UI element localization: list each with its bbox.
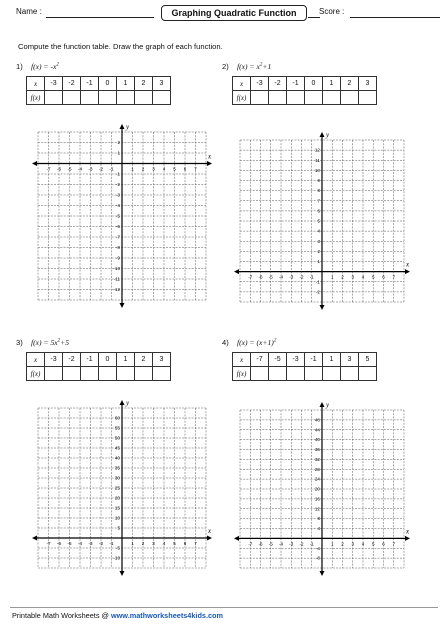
y-tick-label: -4: [315, 545, 320, 551]
x-value-cell: 3: [341, 353, 359, 367]
x-tick-label: 4: [361, 274, 365, 280]
x-tick-label: -3: [88, 541, 93, 546]
x-value-cell: 0: [305, 77, 323, 91]
fx-answer-cell[interactable]: [323, 91, 341, 105]
x-value-cell: -1: [305, 353, 323, 367]
x-tick-label: 1: [131, 541, 134, 546]
y-tick-label: -8: [115, 245, 120, 251]
fx-header-cell: f(x): [233, 91, 251, 105]
y-tick-label: 3: [317, 238, 320, 244]
x-tick-label: 2: [141, 166, 145, 172]
x-tick-label: -4: [278, 541, 284, 547]
x-header-cell: x: [233, 353, 251, 367]
x-row: [233, 77, 377, 91]
x-value-cell: 5: [359, 353, 377, 367]
x-tick-label: 4: [361, 541, 365, 547]
fx-answer-cell[interactable]: [99, 91, 117, 105]
x-tick-label: -4: [77, 541, 83, 546]
x-tick-label: 3: [351, 274, 355, 280]
x-value-cell: -2: [63, 77, 81, 91]
y-tick-label: 12: [314, 506, 320, 512]
x-tick-label: 6: [382, 541, 385, 547]
x-tick-label: -3: [289, 541, 294, 547]
y-tick-label: 48: [314, 417, 320, 423]
y-tick-label: 4: [317, 526, 320, 532]
x-tick-label: 2: [141, 541, 145, 546]
y-tick-label: -2: [315, 289, 320, 295]
x-axis-arrow-right: [405, 536, 410, 541]
y-tick-label: 50: [114, 435, 120, 441]
x-tick-label: 3: [152, 541, 155, 546]
y-tick-label: 32: [314, 456, 320, 462]
y-tick-label: 2: [117, 140, 120, 146]
x-tick-label: 7: [194, 166, 197, 172]
score-line: [350, 17, 440, 18]
problem-number: 2): [222, 62, 229, 71]
fx-answer-cell[interactable]: [81, 367, 99, 381]
y-tick-label: 45: [114, 445, 120, 451]
y-tick-label: 1: [117, 150, 120, 156]
x-value-cell: 2: [135, 353, 153, 367]
fx-answer-cell[interactable]: [305, 367, 323, 381]
y-tick-label: 7: [317, 198, 320, 204]
y-tick-label: 20: [314, 486, 320, 492]
x-axis-label: x: [406, 260, 410, 269]
worksheet-header: [8, 5, 440, 21]
y-tick-label: -7: [115, 234, 120, 240]
x-value-cell: -3: [251, 77, 269, 91]
function-table: [26, 352, 171, 381]
y-tick-label: -1: [315, 279, 320, 285]
y-tick-label: -2: [115, 182, 120, 188]
footer-rule: [10, 607, 438, 608]
x-value-cell: 0: [99, 353, 117, 367]
function-suffix: +1: [262, 62, 272, 71]
x-value-cell: -1: [81, 353, 99, 367]
x-tick-label: -1: [109, 541, 114, 546]
function-exponent: 2: [57, 338, 61, 344]
x-value-cell: 1: [117, 353, 135, 367]
y-tick-label: 44: [314, 427, 320, 433]
fx-row: [233, 367, 377, 381]
function-table: [26, 76, 171, 105]
y-tick-label: -10: [113, 555, 120, 561]
fx-answer-cell[interactable]: [359, 367, 377, 381]
y-tick-label: -8: [315, 555, 320, 561]
x-tick-label: 5: [371, 541, 375, 547]
x-value-cell: -3: [45, 77, 63, 91]
function-base: f(x) = x: [237, 62, 260, 71]
function-suffix: +5: [60, 338, 70, 347]
coordinate-grid-1[interactable]: [38, 123, 212, 300]
footer: [12, 611, 223, 620]
x-tick-label: -5: [67, 166, 72, 172]
fx-answer-cell[interactable]: [135, 91, 153, 105]
x-tick-label: -1: [309, 274, 314, 280]
x-axis-arrow-right: [207, 536, 212, 541]
function-base: f(x) = -x: [31, 62, 57, 71]
fx-answer-cell[interactable]: [251, 367, 269, 381]
fx-answer-cell[interactable]: [153, 367, 171, 381]
x-value-cell: -2: [63, 353, 81, 367]
y-tick-label: 28: [314, 466, 320, 472]
x-tick-label: -7: [46, 166, 51, 172]
x-value-cell: 2: [341, 77, 359, 91]
x-tick-label: 4: [162, 166, 166, 172]
fx-answer-cell[interactable]: [341, 367, 359, 381]
function-base: f(x) = 5x: [31, 338, 58, 347]
fx-answer-cell[interactable]: [341, 91, 359, 105]
y-tick-label: 40: [314, 437, 320, 443]
x-value-cell: 3: [153, 353, 171, 367]
x-tick-label: -4: [77, 166, 83, 172]
function-exponent: 2: [56, 62, 59, 68]
y-tick-label: 16: [314, 496, 320, 502]
name-label: Name :: [16, 7, 42, 16]
function-table: [232, 352, 377, 381]
worksheet-title: Graphing Quadratic Function: [161, 5, 307, 21]
x-axis-label: x: [208, 527, 212, 535]
y-tick-label: 1: [317, 259, 320, 265]
x-tick-label: -1: [109, 166, 114, 172]
coordinate-grid-3[interactable]: [38, 399, 212, 568]
y-tick-label: 2: [317, 248, 320, 254]
fx-header-cell: f(x): [27, 91, 45, 105]
x-tick-label: 2: [341, 274, 344, 280]
fx-answer-cell[interactable]: [251, 91, 269, 105]
x-tick-label: -5: [268, 541, 273, 547]
fx-row: [233, 91, 377, 105]
function-expression: [31, 62, 59, 71]
y-tick-label: 20: [114, 495, 120, 501]
function-expression: [237, 62, 271, 71]
x-axis-label: x: [406, 527, 410, 536]
fx-answer-cell[interactable]: [63, 367, 81, 381]
problem-number: 3): [16, 338, 23, 347]
y-tick-label: 8: [317, 188, 320, 194]
x-tick-label: -6: [56, 166, 62, 172]
y-tick-label: 12: [314, 147, 320, 153]
fx-answer-cell[interactable]: [269, 367, 287, 381]
x-tick-label: -5: [268, 274, 273, 280]
y-tick-label: -4: [115, 203, 120, 209]
y-tick-label: 11: [315, 157, 320, 163]
function-exponent: 2: [273, 338, 277, 344]
y-tick-label: 10: [314, 167, 320, 173]
fx-answer-cell[interactable]: [99, 367, 117, 381]
x-tick-label: -4: [278, 274, 284, 280]
fx-answer-cell[interactable]: [287, 91, 305, 105]
x-tick-label: 3: [351, 541, 355, 547]
x-tick-label: 3: [152, 166, 155, 172]
y-axis-label: y: [326, 401, 330, 409]
y-tick-label: -9: [115, 255, 120, 261]
x-tick-label: -2: [98, 541, 104, 546]
x-tick-label: -2: [299, 274, 304, 280]
fx-answer-cell[interactable]: [153, 91, 171, 105]
x-tick-label: 5: [173, 541, 176, 546]
x-header-cell: x: [233, 77, 251, 91]
x-tick-label: 4: [162, 541, 166, 546]
x-value-cell: 1: [323, 353, 341, 367]
coordinate-grid-2[interactable]: [240, 131, 410, 302]
fx-answer-cell[interactable]: [359, 91, 377, 105]
score-label: Score :: [319, 7, 345, 16]
function-table: [232, 76, 377, 105]
y-tick-label: 4: [317, 228, 320, 234]
x-value-cell: -3: [45, 353, 63, 367]
y-tick-label: 60: [114, 415, 120, 421]
problem-number: 4): [222, 338, 229, 347]
x-value-cell: 2: [135, 77, 153, 91]
y-tick-label: -11: [113, 276, 120, 282]
instructions: Compute the function table. Draw the graph of each function.: [18, 42, 223, 51]
fx-answer-cell[interactable]: [81, 91, 99, 105]
y-tick-label: 40: [114, 455, 120, 461]
y-tick-label: -5: [115, 213, 120, 219]
y-tick-label: -3: [115, 192, 120, 198]
x-tick-label: 6: [183, 166, 187, 172]
x-axis-arrow-right: [405, 269, 410, 274]
x-tick-label: -2: [98, 166, 104, 172]
fx-header-cell: f(x): [27, 367, 45, 381]
x-tick-label: -7: [248, 274, 253, 280]
x-value-cell: -7: [251, 353, 269, 367]
x-tick-label: 1: [131, 166, 134, 172]
fx-answer-cell[interactable]: [287, 367, 305, 381]
x-tick-label: -5: [67, 541, 72, 546]
x-tick-label: -6: [56, 541, 62, 546]
x-header-cell: x: [27, 353, 45, 367]
y-tick-label: -12: [113, 287, 120, 293]
x-value-cell: -3: [287, 353, 305, 367]
x-tick-label: -6: [258, 274, 263, 280]
y-tick-label: -6: [115, 224, 120, 230]
x-tick-label: -3: [289, 274, 294, 280]
x-tick-label: -3: [88, 166, 93, 172]
function-exponent: 2: [259, 62, 263, 68]
fx-row: [27, 367, 171, 381]
name-line: [46, 17, 154, 18]
fx-answer-cell[interactable]: [323, 367, 341, 381]
x-tick-label: 6: [382, 274, 385, 280]
y-axis-label: y: [326, 131, 330, 139]
x-value-cell: 1: [323, 77, 341, 91]
fx-answer-cell[interactable]: [305, 91, 323, 105]
x-tick-label: -2: [299, 541, 304, 547]
x-tick-label: 7: [392, 274, 396, 280]
x-row: [27, 353, 171, 367]
y-tick-label: 24: [314, 476, 320, 482]
x-tick-label: 5: [371, 274, 375, 280]
coordinate-grid-4[interactable]: [240, 401, 410, 568]
x-value-cell: -5: [269, 353, 287, 367]
y-axis-label: y: [126, 123, 130, 131]
y-tick-label: 36: [314, 447, 320, 453]
x-tick-label: 5: [173, 166, 176, 172]
fx-answer-cell[interactable]: [135, 367, 153, 381]
x-tick-label: 7: [392, 541, 396, 547]
x-tick-label: 2: [341, 541, 344, 547]
y-tick-label: 15: [114, 505, 120, 511]
problem-number: 1): [16, 62, 23, 71]
y-tick-label: 35: [114, 465, 120, 471]
x-header-cell: x: [27, 77, 45, 91]
x-value-cell: -1: [287, 77, 305, 91]
y-tick-label: 25: [114, 485, 120, 491]
x-tick-label: 7: [194, 541, 197, 546]
y-tick-label: 9: [317, 178, 320, 184]
y-tick-label: 8: [317, 516, 320, 522]
fx-answer-cell[interactable]: [269, 91, 287, 105]
fx-answer-cell[interactable]: [117, 91, 135, 105]
x-value-cell: 3: [359, 77, 377, 91]
fx-row: [27, 91, 171, 105]
x-value-cell: -1: [81, 77, 99, 91]
y-tick-label: 30: [114, 475, 120, 481]
y-tick-label: 55: [114, 425, 120, 431]
x-tick-label: -6: [258, 541, 263, 547]
x-tick-label: 1: [330, 541, 334, 547]
x-tick-label: 6: [183, 541, 187, 546]
x-value-cell: 3: [153, 77, 171, 91]
y-tick-label: 6: [317, 208, 320, 214]
title-rule: [308, 17, 320, 18]
x-axis-label: x: [208, 152, 212, 161]
fx-header-cell: f(x): [233, 367, 251, 381]
x-row: [233, 353, 377, 367]
x-value-cell: 1: [117, 77, 135, 91]
fx-answer-cell[interactable]: [45, 367, 63, 381]
x-tick-label: -7: [46, 541, 51, 546]
x-tick-label: -7: [248, 541, 253, 547]
footer-prefix: Printable Math Worksheets @: [12, 611, 111, 620]
x-tick-label: 1: [330, 274, 334, 280]
fx-answer-cell[interactable]: [45, 91, 63, 105]
y-tick-label: -5: [115, 545, 120, 551]
function-expression: [237, 338, 276, 347]
x-axis-arrow-right: [207, 161, 212, 166]
y-tick-label: -1: [115, 171, 120, 177]
footer-url[interactable]: www.mathworksheets4kids.com: [110, 611, 223, 620]
x-value-cell: -2: [269, 77, 287, 91]
y-tick-label: 5: [117, 525, 120, 531]
x-row: [27, 77, 171, 91]
function-expression: [31, 338, 69, 347]
fx-answer-cell[interactable]: [63, 91, 81, 105]
function-base: f(x) = (x+1): [237, 338, 274, 347]
y-axis-label: y: [126, 399, 130, 407]
fx-answer-cell[interactable]: [117, 367, 135, 381]
x-value-cell: 0: [99, 77, 117, 91]
y-tick-label: -10: [113, 266, 120, 272]
x-tick-label: -1: [309, 541, 314, 547]
y-tick-label: 10: [114, 515, 120, 521]
y-tick-label: 5: [317, 218, 320, 224]
